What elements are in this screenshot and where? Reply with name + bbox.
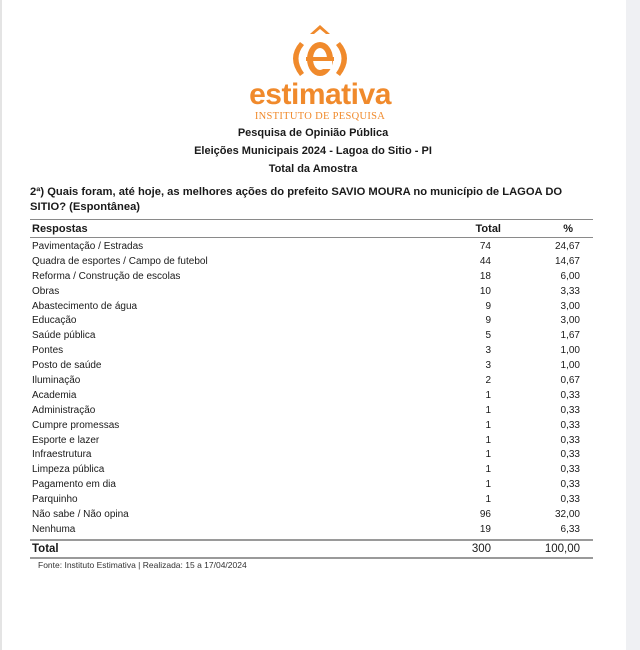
response-count: 1: [485, 404, 491, 416]
response-count: 19: [479, 523, 491, 535]
table-header: [30, 222, 593, 236]
response-label: Administração: [32, 404, 96, 416]
response-count: 1: [485, 419, 491, 431]
response-percent: 0,33: [560, 434, 580, 446]
response-label: Pavimentação / Estradas: [32, 241, 144, 252]
response-percent: 0,33: [560, 479, 580, 491]
response-label: Reforma / Construção de escolas: [32, 270, 181, 282]
table-row: [30, 374, 593, 389]
table-row: [30, 270, 593, 285]
response-label: Abastecimento de água: [32, 300, 138, 312]
table-total-row: [30, 541, 593, 557]
report-title: Pesquisa de Opinião Pública: [237, 127, 389, 139]
response-percent: 0,33: [560, 419, 580, 431]
response-percent: 32,00: [554, 509, 580, 521]
response-count: 1: [485, 479, 491, 491]
response-percent: 0,33: [560, 449, 580, 461]
response-percent: 0,33: [560, 494, 580, 506]
logo-wordmark: estimativa: [249, 78, 391, 111]
table-header-rule: [30, 237, 593, 238]
response-percent: 1,00: [560, 360, 580, 372]
response-percent: 0,67: [560, 375, 580, 387]
response-count: 1: [485, 464, 491, 476]
column-header-percent: %: [563, 223, 573, 235]
response-count: 2: [485, 375, 491, 387]
response-label: Parquinho: [32, 494, 78, 506]
response-percent: 0,33: [560, 404, 580, 416]
response-count: 10: [479, 285, 491, 297]
table-row: [30, 448, 593, 463]
table-row: [30, 329, 593, 344]
response-percent: 1,00: [560, 345, 580, 357]
response-count: 44: [479, 255, 491, 267]
report-subtitle: Eleições Municipais 2024 - Lagoa do Sitio - PI: [194, 145, 432, 157]
table-body: [30, 240, 593, 538]
response-count: 1: [485, 494, 491, 506]
response-label: Posto de saúde: [32, 360, 102, 372]
table-row: [30, 389, 593, 404]
response-percent: 3,00: [560, 315, 580, 327]
response-count: 1: [485, 434, 491, 446]
table-row: [30, 359, 593, 374]
response-label: Nenhuma: [32, 523, 76, 535]
response-label: Saúde pública: [32, 330, 96, 342]
response-label: Obras: [32, 285, 60, 297]
response-label: Pagamento em dia: [32, 479, 116, 491]
source-note: Fonte: Instituto Estimativa | Realizada: 15 a 17/04/2024: [38, 560, 247, 570]
response-label: Academia: [32, 389, 77, 401]
response-percent: 24,67: [554, 241, 580, 252]
response-label: Quadra de esportes / Campo de futebol: [32, 255, 208, 267]
response-label: Cumpre promessas: [32, 419, 120, 431]
table-row: [30, 285, 593, 300]
response-percent: 3,00: [560, 300, 580, 312]
response-count: 3: [485, 360, 491, 372]
viewer-background-strip: [626, 0, 640, 650]
response-label: Infraestrutura: [32, 449, 92, 461]
response-label: Esporte e lazer: [32, 434, 100, 446]
response-label: Não sabe / Não opina: [32, 509, 129, 521]
response-count: 1: [485, 389, 491, 401]
response-count: 9: [485, 315, 491, 327]
table-row: [30, 434, 593, 449]
response-percent: 6,00: [560, 270, 580, 282]
response-label: Limpeza pública: [32, 464, 105, 476]
table-row: [30, 463, 593, 478]
response-percent: 3,33: [560, 285, 580, 297]
table-row: [30, 508, 593, 523]
response-count: 74: [479, 241, 491, 252]
table-row: [30, 493, 593, 508]
logo-subtitle: INSTITUTO DE PESQUISA: [254, 111, 386, 122]
response-percent: 6,33: [560, 523, 580, 535]
response-count: 9: [485, 300, 491, 312]
table-row: [30, 404, 593, 419]
response-count: 96: [479, 509, 491, 521]
page-left-edge: [0, 0, 2, 650]
response-percent: 0,33: [560, 464, 580, 476]
response-percent: 1,67: [560, 330, 580, 342]
table-row: [30, 240, 593, 255]
column-header-respostas: Respostas: [32, 223, 88, 235]
estimativa-logo: [230, 22, 410, 122]
response-count: 18: [479, 270, 491, 282]
logo-emblem-icon: [230, 22, 410, 84]
response-label: Iluminação: [32, 375, 81, 387]
table-row: [30, 478, 593, 493]
table-row: [30, 255, 593, 270]
response-label: Educação: [32, 315, 77, 327]
table-row: [30, 314, 593, 329]
total-label: Total: [32, 543, 59, 555]
response-percent: 14,67: [554, 255, 580, 267]
total-percent: 100,00: [544, 543, 580, 555]
sample-label: Total da Amostra: [268, 163, 358, 175]
response-count: 1: [485, 449, 491, 461]
table-top-rule: [30, 219, 593, 220]
table-row: [30, 419, 593, 434]
total-count: 300: [471, 543, 491, 555]
table-row: [30, 523, 593, 538]
table-row: [30, 300, 593, 315]
table-row: [30, 344, 593, 359]
response-count: 3: [485, 345, 491, 357]
survey-question: 2ª) Quais foram, até hoje, as melhores ações do prefeito SAVIO MOURA no município de LAGOA DO SITIO? (Espontânea): [30, 186, 563, 213]
response-percent: 0,33: [560, 389, 580, 401]
response-label: Pontes: [32, 345, 64, 357]
response-count: 5: [485, 330, 491, 342]
column-header-total: Total: [475, 223, 501, 235]
